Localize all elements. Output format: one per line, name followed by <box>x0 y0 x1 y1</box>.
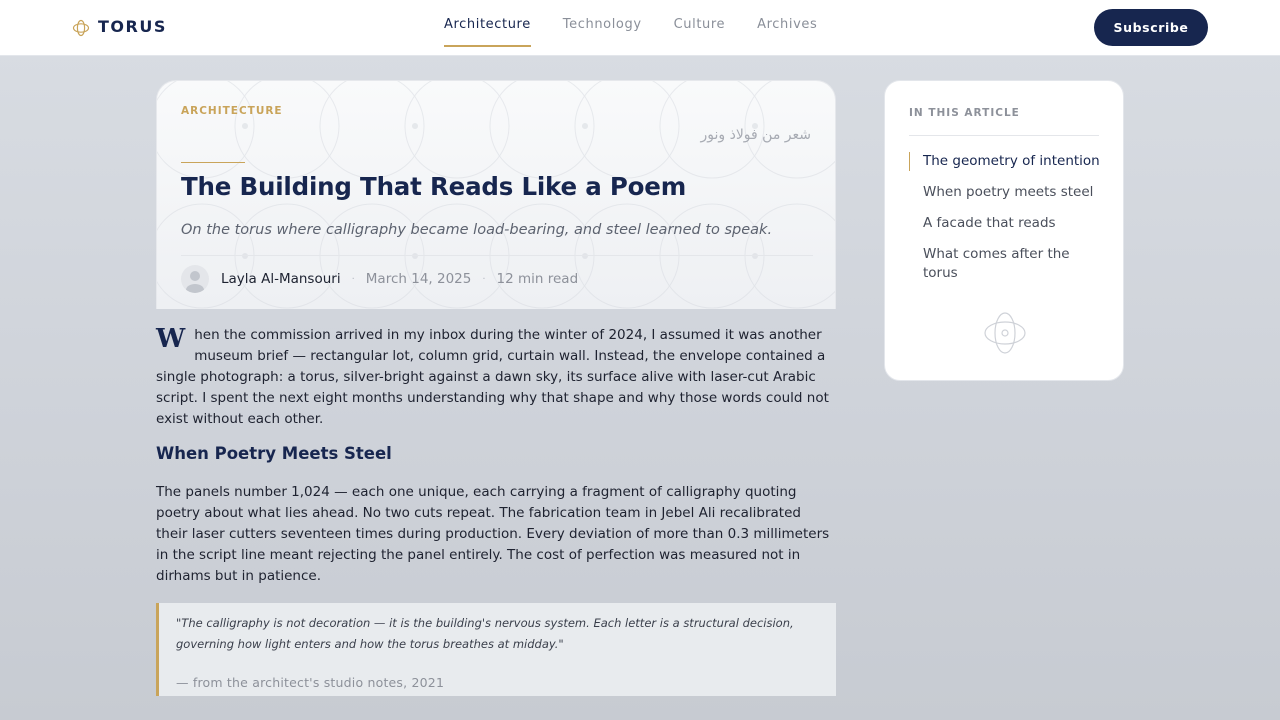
author-name[interactable]: Layla Al-Mansouri <box>221 271 341 287</box>
torus-logo-icon <box>72 19 90 37</box>
torus-emblem-icon <box>983 311 1027 355</box>
person-icon <box>181 265 209 293</box>
subscribe-button[interactable]: Subscribe <box>1094 9 1208 46</box>
arabic-tagline: شعر من فولاذ ونور <box>700 127 811 143</box>
title-divider <box>181 162 245 163</box>
top-bar <box>0 0 1280 56</box>
nav-tab-architecture[interactable]: Architecture <box>444 0 531 47</box>
pull-quote <box>156 603 836 696</box>
section-heading: When Poetry Meets Steel <box>156 444 392 463</box>
article-hero <box>156 80 836 309</box>
article-category: ARCHITECTURE <box>181 105 283 117</box>
toc-item-after-torus[interactable]: What comes after the torus <box>923 246 1070 281</box>
nav-tab-technology[interactable]: Technology <box>562 17 642 32</box>
toc-list <box>909 152 1101 295</box>
main-nav <box>444 0 849 56</box>
byline-separator: · <box>351 273 355 285</box>
article-paragraph: The panels number 1,024 — each one unique, each carrying a fragment of calligraphy quoting poetry about what lies ahead. No two cuts repeat. The fabrication team in Jebel Ali recalibrated their laser cutters seventeen times during production. Every deviation of more than 0.3 millimeters in the script line meant rejecting the panel entirely. The cost of perfection was measured not in dirhams but in patience. <box>156 484 830 584</box>
article-subtitle: On the torus where calligraphy became load-bearing, and steel learned to speak. <box>181 222 773 238</box>
publish-date: March 14, 2025 <box>365 271 472 287</box>
article-title: The Building That Reads Like a Poem <box>181 172 687 201</box>
table-of-contents <box>884 80 1124 381</box>
drop-cap: W <box>156 324 186 354</box>
toc-item-geometry[interactable]: The geometry of intention <box>909 152 1101 171</box>
article-byline <box>221 271 578 287</box>
brand-name: TORUS <box>98 16 167 36</box>
nav-tab-culture[interactable]: Culture <box>673 17 726 32</box>
paragraph-text: hen the commission arrived in my inbox during the winter of 2024, I assumed it was another museum brief — rectangular lot, column grid, curtain wall. Instead, the envelope contained a single photograph: a torus, silver-bright against a dawn sky, its surface alive with laser-cut Arabic script. I spent the next eight months understanding why that shape and why those words could not exist without each other. <box>156 327 829 427</box>
pull-quote-text: "The calligraphy is not decoration — it is the building's nervous system. Each letter is a structural decision, governing how light enters and how the torus breathes at midday." <box>176 616 794 651</box>
read-time: 12 min read <box>496 271 579 287</box>
toc-title: IN THIS ARTICLE <box>909 107 1020 119</box>
toc-divider <box>909 135 1099 136</box>
byline-separator: · <box>482 273 486 285</box>
toc-item-poetry-steel[interactable]: When poetry meets steel <box>923 184 1094 200</box>
pull-quote-citation: — from the architect's studio notes, 2021 <box>176 675 445 690</box>
toc-item-facade[interactable]: A facade that reads <box>923 215 1056 231</box>
byline-divider <box>181 255 813 256</box>
nav-tab-archives[interactable]: Archives <box>757 17 818 32</box>
brand-logo[interactable] <box>72 15 167 37</box>
author-avatar[interactable] <box>181 265 209 293</box>
article-paragraph <box>156 325 836 430</box>
